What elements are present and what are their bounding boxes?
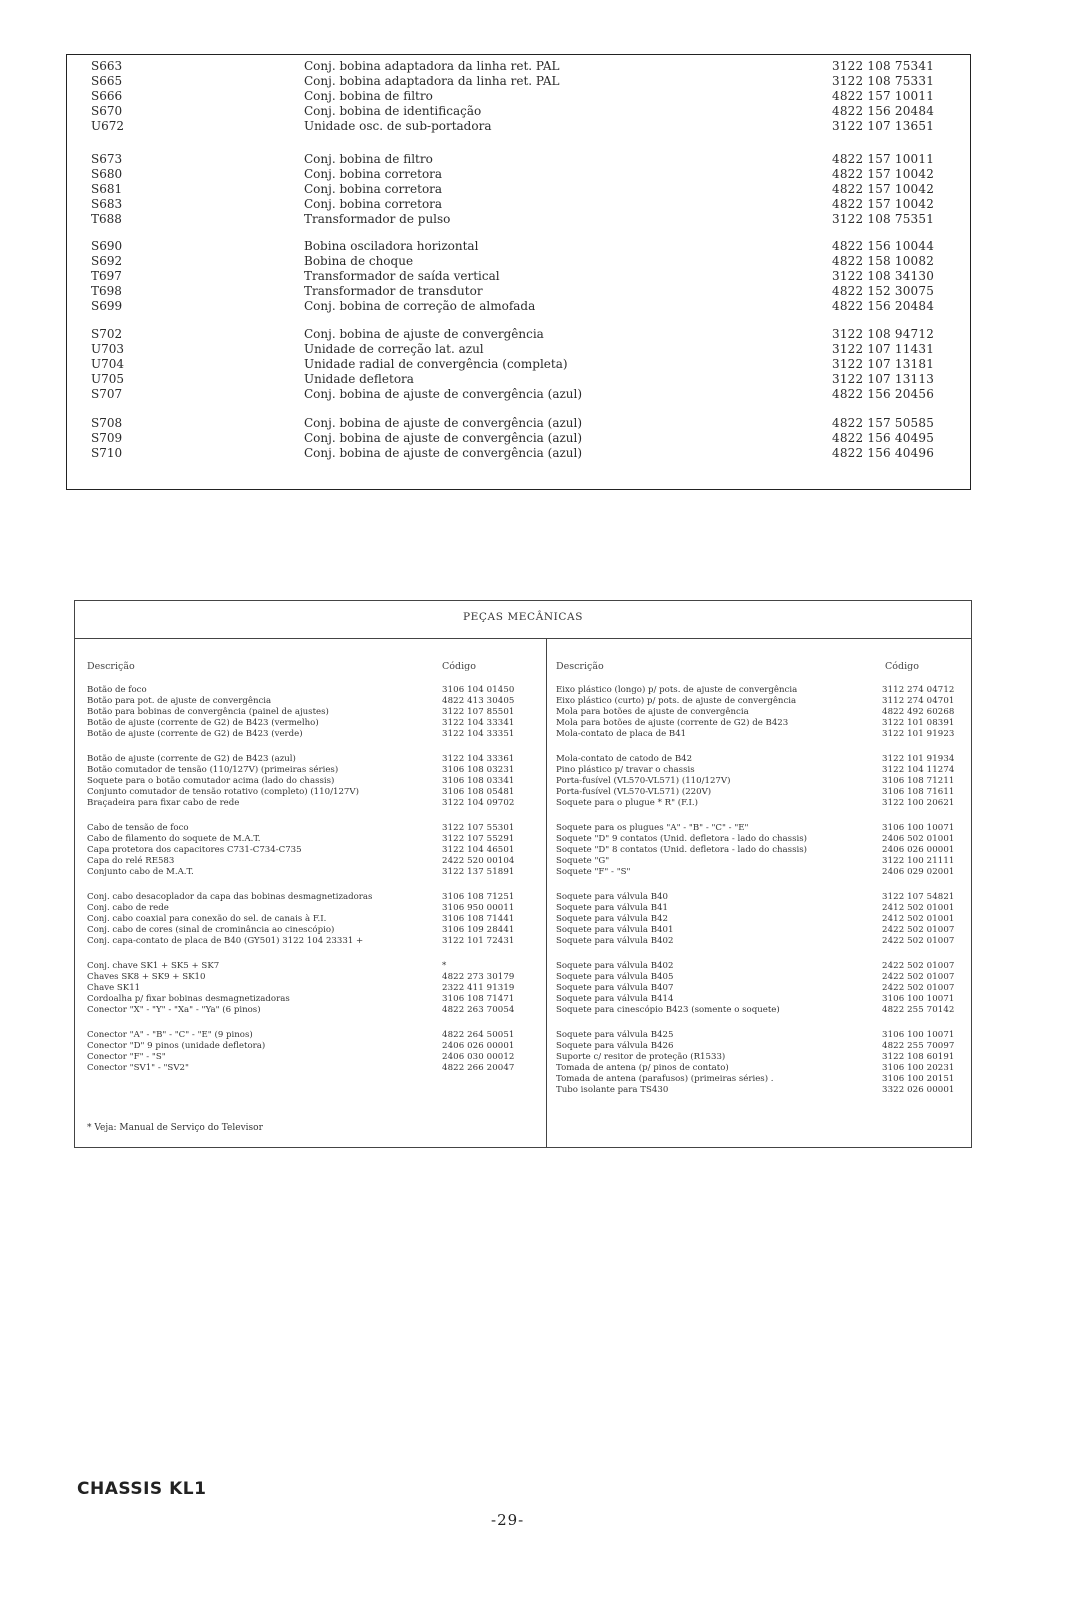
part-code: 4822 156 40495: [832, 431, 935, 445]
parts-group: [67, 416, 970, 461]
part-description: Unidade de correção lat. azul: [304, 342, 484, 356]
part-description: Soquete para válvula B42: [556, 914, 669, 924]
part-description: Botão de foco: [87, 685, 147, 695]
electrical-parts-table: [66, 54, 971, 490]
part-code: 2406 029 02001: [882, 867, 955, 877]
part-description: Soquete para o botão comutador acima (lado do chassis): [87, 776, 335, 786]
part-description: Conj. cabo de rede: [87, 903, 169, 913]
table-row: [67, 152, 970, 167]
part-description: Bobina de choque: [304, 254, 414, 268]
part-description: Capa protetora dos capacitores C731-C734-C735: [87, 845, 302, 855]
part-code: *: [442, 961, 447, 971]
part-description: Soquete para válvula B402: [556, 961, 674, 971]
part-code: 3106 109 28441: [442, 925, 515, 935]
part-code: 3122 137 51891: [442, 867, 515, 877]
part-code: 4822 157 50585: [832, 416, 935, 430]
table-row: [67, 119, 970, 134]
part-reference: S673: [91, 152, 123, 166]
part-code: 3122 104 09702: [442, 798, 515, 808]
part-code: 3106 100 10071: [882, 994, 955, 1004]
part-code: 3122 104 11274: [882, 765, 955, 775]
part-description: Soquete para válvula B405: [556, 972, 674, 982]
title-divider: [75, 638, 971, 639]
table-row: [67, 431, 970, 446]
part-reference: S702: [91, 327, 123, 341]
part-reference: S710: [91, 446, 123, 460]
part-description: Cabo de tensão de foco: [87, 823, 189, 833]
part-code: 2422 502 01007: [882, 925, 955, 935]
part-description: Eixo plástico (longo) p/ pots. de ajuste de convergência: [556, 685, 798, 695]
part-description: Cordoalha p/ fixar bobinas desmagnetizadoras: [87, 994, 290, 1004]
part-code: 3122 100 20621: [882, 798, 955, 808]
part-code: 3106 108 71611: [882, 787, 955, 797]
part-code: 3106 108 03341: [442, 776, 515, 786]
part-code: 4822 156 40496: [832, 446, 935, 460]
part-code: 4822 156 10044: [832, 239, 935, 253]
part-description: Transformador de pulso: [304, 212, 451, 226]
table-row: [67, 357, 970, 372]
part-code: 3112 274 04701: [882, 696, 955, 706]
part-code: 3122 104 33341: [442, 718, 515, 728]
part-code: 3106 108 05481: [442, 787, 515, 797]
table-row: [67, 212, 970, 227]
part-description: Conj. bobina corretora: [304, 197, 443, 211]
part-code: 2406 026 00001: [442, 1041, 515, 1051]
table-row: [67, 269, 970, 284]
part-description: Conj. cabo de cores (sinal de crominância ao cinescópio): [87, 925, 335, 935]
part-description: Botão comutador de tensão (110/127V) (primeiras séries): [87, 765, 339, 775]
part-description: Conj. bobina de filtro: [304, 152, 433, 166]
part-reference: S707: [91, 387, 123, 401]
part-code: 3122 101 91934: [882, 754, 955, 764]
part-code: 2406 030 00012: [442, 1052, 515, 1062]
part-code: 3122 108 75331: [832, 74, 935, 88]
part-code: 4822 264 50051: [442, 1030, 515, 1040]
part-description: Conj. bobina corretora: [304, 182, 443, 196]
part-code: 4822 156 20484: [832, 299, 935, 313]
part-code: 3106 108 71441: [442, 914, 515, 924]
part-description: Conj. capa-contato de placa de B40 (GY501) 3122 104 23331 +: [87, 936, 364, 946]
part-reference: U704: [91, 357, 125, 371]
part-description: Soquete para válvula B414: [556, 994, 674, 1004]
part-code: 3122 107 13113: [832, 372, 935, 386]
part-description: Suporte c/ resitor de proteção (R1533): [556, 1052, 726, 1062]
part-description: Soquete "D" 9 contatos (Unid. defletora - lado do chassis): [556, 834, 808, 844]
part-code: 2322 411 91319: [442, 983, 515, 993]
part-code: 3106 950 00011: [442, 903, 515, 913]
part-description: Conj. bobina de identificação: [304, 104, 482, 118]
part-code: 3122 101 72431: [442, 936, 515, 946]
part-code: 3122 104 46501: [442, 845, 515, 855]
part-description: Conector "X" - "Y" - "Xa" - "Ya" (6 pinos): [87, 1005, 261, 1015]
part-description: Botão de ajuste (corrente de G2) de B423 (azul): [87, 754, 296, 764]
left-description-header: Descrição: [87, 661, 135, 672]
part-description: Conj. bobina de ajuste de convergência (azul): [304, 387, 583, 401]
table-row: [67, 182, 970, 197]
part-code: 4822 156 20484: [832, 104, 935, 118]
part-code: 3122 107 13181: [832, 357, 935, 371]
part-code: 3322 026 00001: [882, 1085, 955, 1095]
part-code: 3122 107 85501: [442, 707, 515, 717]
right-description-header: Descrição: [556, 661, 604, 672]
table-row: [67, 446, 970, 461]
mechanical-parts-title: PEÇAS MECÂNICAS: [462, 611, 584, 623]
part-description: Transformador de saída vertical: [304, 269, 500, 283]
part-code: 3122 101 91923: [882, 729, 955, 739]
part-description: Conj. cabo coaxial para conexão do sel. de canais à F.I.: [87, 914, 327, 924]
part-description: Porta-fusível (VL570-VL571) (220V): [556, 787, 712, 797]
part-description: Soquete "G": [556, 856, 610, 866]
part-code: 4822 152 30075: [832, 284, 935, 298]
part-code: 4822 157 10042: [832, 167, 935, 181]
part-description: Conjunto comutador de tensão rotativo (completo) (110/127V): [87, 787, 359, 797]
part-reference: S692: [91, 254, 123, 268]
page-number: -29-: [491, 1511, 525, 1529]
part-code: 4822 157 10011: [832, 152, 935, 166]
part-description: Soquete para válvula B41: [556, 903, 669, 913]
table-row: [67, 342, 970, 357]
table-row: [67, 89, 970, 104]
part-code: 3122 108 60191: [882, 1052, 955, 1062]
part-description: Conj. bobina de correção de almofada: [304, 299, 536, 313]
part-description: Mola para botões de ajuste (corrente de G2) de B423: [556, 718, 789, 728]
parts-group: [67, 59, 970, 134]
part-description: Tomada de antena (parafusos) (primeiras séries) .: [556, 1074, 774, 1084]
part-description: Conector "A" - "B" - "C" - "E" (9 pinos): [87, 1030, 253, 1040]
table-row: [67, 197, 970, 212]
part-code: 3122 107 11431: [832, 342, 935, 356]
part-description: Eixo plástico (curto) p/ pots. de ajuste de convergência: [556, 696, 797, 706]
part-description: Soquete para cinescópio B423 (somente o soquete): [556, 1005, 780, 1015]
part-reference: U703: [91, 342, 125, 356]
part-reference: U705: [91, 372, 125, 386]
part-description: Chave SK11: [87, 983, 141, 993]
table-row: [67, 327, 970, 342]
part-code: 4822 413 30405: [442, 696, 515, 706]
part-description: Soquete "D" 8 contatos (Unid. defletora - lado do chassis): [556, 845, 808, 855]
part-reference: S683: [91, 197, 123, 211]
part-description: Conj. bobina adaptadora da linha ret. PAL: [304, 59, 560, 73]
part-code: 3122 108 94712: [832, 327, 935, 341]
part-description: Soquete para válvula B401: [556, 925, 674, 935]
part-description: Conector "SV1" - "SV2": [87, 1063, 189, 1073]
part-description: Tomada de antena (p/ pinos de contato): [556, 1063, 729, 1073]
part-reference: S690: [91, 239, 123, 253]
part-code: 3122 108 75351: [832, 212, 935, 226]
part-reference: S670: [91, 104, 123, 118]
part-code: 3106 108 71211: [882, 776, 955, 786]
table-row: [67, 167, 970, 182]
table-row: [67, 254, 970, 269]
part-code: 3122 104 33351: [442, 729, 515, 739]
part-reference: S665: [91, 74, 123, 88]
part-code: 4822 157 10042: [832, 182, 935, 196]
table-row: [67, 284, 970, 299]
part-description: Transformador de transdutor: [304, 284, 483, 298]
right-code-header: Código: [885, 661, 919, 672]
part-reference: T697: [91, 269, 122, 283]
part-description: Soquete para válvula B407: [556, 983, 674, 993]
part-reference: T688: [91, 212, 122, 226]
part-code: 3122 104 33361: [442, 754, 515, 764]
part-code: 4822 273 30179: [442, 972, 515, 982]
part-code: 3122 108 34130: [832, 269, 935, 283]
part-description: Conj. bobina corretora: [304, 167, 443, 181]
part-description: Botão para bobinas de convergência (painel de ajustes): [87, 707, 329, 717]
part-description: Mola-contato de catodo de B42: [556, 754, 693, 764]
part-description: Conj. bobina de ajuste de convergência (azul): [304, 446, 583, 460]
part-description: Conj. bobina adaptadora da linha ret. PAL: [304, 74, 560, 88]
part-code: 2422 502 01007: [882, 961, 955, 971]
part-description: Soquete para válvula B425: [556, 1030, 674, 1040]
part-reference: T698: [91, 284, 122, 298]
part-description: Braçadeira para fixar cabo de rede: [87, 798, 240, 808]
part-code: 2406 026 00001: [882, 845, 955, 855]
part-code: 3106 108 71251: [442, 892, 515, 902]
table-row: [67, 299, 970, 314]
part-description: Unidade osc. de sub-portadora: [304, 119, 492, 133]
part-description: Unidade radial de convergência (completa): [304, 357, 568, 371]
part-code: 3122 101 08391: [882, 718, 955, 728]
part-description: Tubo isolante para TS430: [556, 1085, 669, 1095]
part-description: Botão de ajuste (corrente de G2) de B423 (vermelho): [87, 718, 319, 728]
part-code: 3122 100 21111: [882, 856, 955, 866]
part-code: 4822 157 10011: [832, 89, 935, 103]
part-reference: S680: [91, 167, 123, 181]
part-code: 4822 492 60268: [882, 707, 955, 717]
part-code: 4822 158 10082: [832, 254, 935, 268]
part-description: Conj. bobina de ajuste de convergência (azul): [304, 431, 583, 445]
part-description: Bobina osciladora horizontal: [304, 239, 479, 253]
table-row: [67, 104, 970, 119]
table-row: [67, 74, 970, 89]
part-code: 2422 502 01007: [882, 983, 955, 993]
table-row: [67, 239, 970, 254]
part-code: 3112 274 04712: [882, 685, 955, 695]
parts-group: [67, 152, 970, 227]
part-code: 2412 502 01001: [882, 903, 955, 913]
table-row: [67, 372, 970, 387]
part-description: Soquete para válvula B426: [556, 1041, 674, 1051]
part-description: Cabo de filamento do soquete de M.A.T.: [87, 834, 261, 844]
part-code: 3106 100 20151: [882, 1074, 955, 1084]
part-description: Conj. chave SK1 + SK5 + SK7: [87, 961, 220, 971]
part-description: Conj. bobina de filtro: [304, 89, 433, 103]
part-code: 4822 255 70097: [882, 1041, 955, 1051]
part-description: Conj. cabo desacoplador da capa das bobinas desmagnetizadoras: [87, 892, 373, 902]
part-description: Botão para pot. de ajuste de convergência: [87, 696, 272, 706]
part-description: Mola para botões de ajuste de convergência: [556, 707, 749, 717]
part-code: 3122 108 75341: [832, 59, 935, 73]
part-code: 3106 100 10071: [882, 1030, 955, 1040]
column-divider: [546, 638, 547, 1147]
part-code: 3106 108 71471: [442, 994, 515, 1004]
part-description: Conj. bobina de ajuste de convergência (azul): [304, 416, 583, 430]
part-code: 4822 263 70054: [442, 1005, 515, 1015]
part-code: 3106 100 10071: [882, 823, 955, 833]
part-description: Unidade defletora: [304, 372, 414, 386]
table-row: [67, 59, 970, 74]
part-description: Conjunto cabo de M.A.T.: [87, 867, 194, 877]
part-description: Porta-fusível (VL570-VL571) (110/127V): [556, 776, 731, 786]
part-code: 3122 107 13651: [832, 119, 935, 133]
part-code: 2406 502 01001: [882, 834, 955, 844]
part-code: 3122 107 55301: [442, 823, 515, 833]
chassis-label: CHASSIS KL1: [77, 1479, 207, 1499]
part-reference: S709: [91, 431, 123, 445]
left-code-header: Código: [442, 661, 476, 672]
part-description: Conj. bobina de ajuste de convergência: [304, 327, 544, 341]
part-code: 3106 100 20231: [882, 1063, 955, 1073]
part-description: Chaves SK8 + SK9 + SK10: [87, 972, 206, 982]
part-description: Conector "D" 9 pinos (unidade defletora): [87, 1041, 266, 1051]
part-code: 2422 520 00104: [442, 856, 515, 866]
part-code: 2412 502 01001: [882, 914, 955, 924]
mechanical-parts-table: [74, 600, 972, 1148]
part-code: 4822 255 70142: [882, 1005, 955, 1015]
part-code: 4822 266 20047: [442, 1063, 515, 1073]
part-code: 3122 107 54821: [882, 892, 955, 902]
part-code: 2422 502 01007: [882, 936, 955, 946]
part-code: 3106 108 03231: [442, 765, 515, 775]
part-code: 3106 104 01450: [442, 685, 515, 695]
parts-group: [67, 327, 970, 402]
table-row: [67, 387, 970, 402]
part-code: 3122 107 55291: [442, 834, 515, 844]
part-reference: S666: [91, 89, 123, 103]
footnote: * Veja: Manual de Serviço do Televisor: [87, 1123, 263, 1133]
part-description: Soquete para válvula B40: [556, 892, 669, 902]
part-description: Mola-contato de placa de B41: [556, 729, 687, 739]
part-code: 4822 157 10042: [832, 197, 935, 211]
part-reference: S663: [91, 59, 123, 73]
part-code: 4822 156 20456: [832, 387, 935, 401]
part-description: Soquete "F" - "S": [556, 867, 631, 877]
part-description: Soquete para válvula B402: [556, 936, 674, 946]
part-code: 2422 502 01007: [882, 972, 955, 982]
part-reference: U672: [91, 119, 125, 133]
part-reference: S699: [91, 299, 123, 313]
part-description: Pino plástico p/ travar o chassis: [556, 765, 695, 775]
part-description: Botão de ajuste (corrente de G2) de B423 (verde): [87, 729, 303, 739]
table-row: [67, 416, 970, 431]
part-reference: S681: [91, 182, 123, 196]
part-description: Conector "F" - "S": [87, 1052, 166, 1062]
part-reference: S708: [91, 416, 123, 430]
parts-group: [67, 239, 970, 314]
part-description: Soquete para o plugue * R" (F.I.): [556, 798, 698, 808]
part-description: Capa do relé RE583: [87, 856, 175, 866]
part-description: Soquete para os plugues "A" - "B" - "C" - "E": [556, 823, 749, 833]
